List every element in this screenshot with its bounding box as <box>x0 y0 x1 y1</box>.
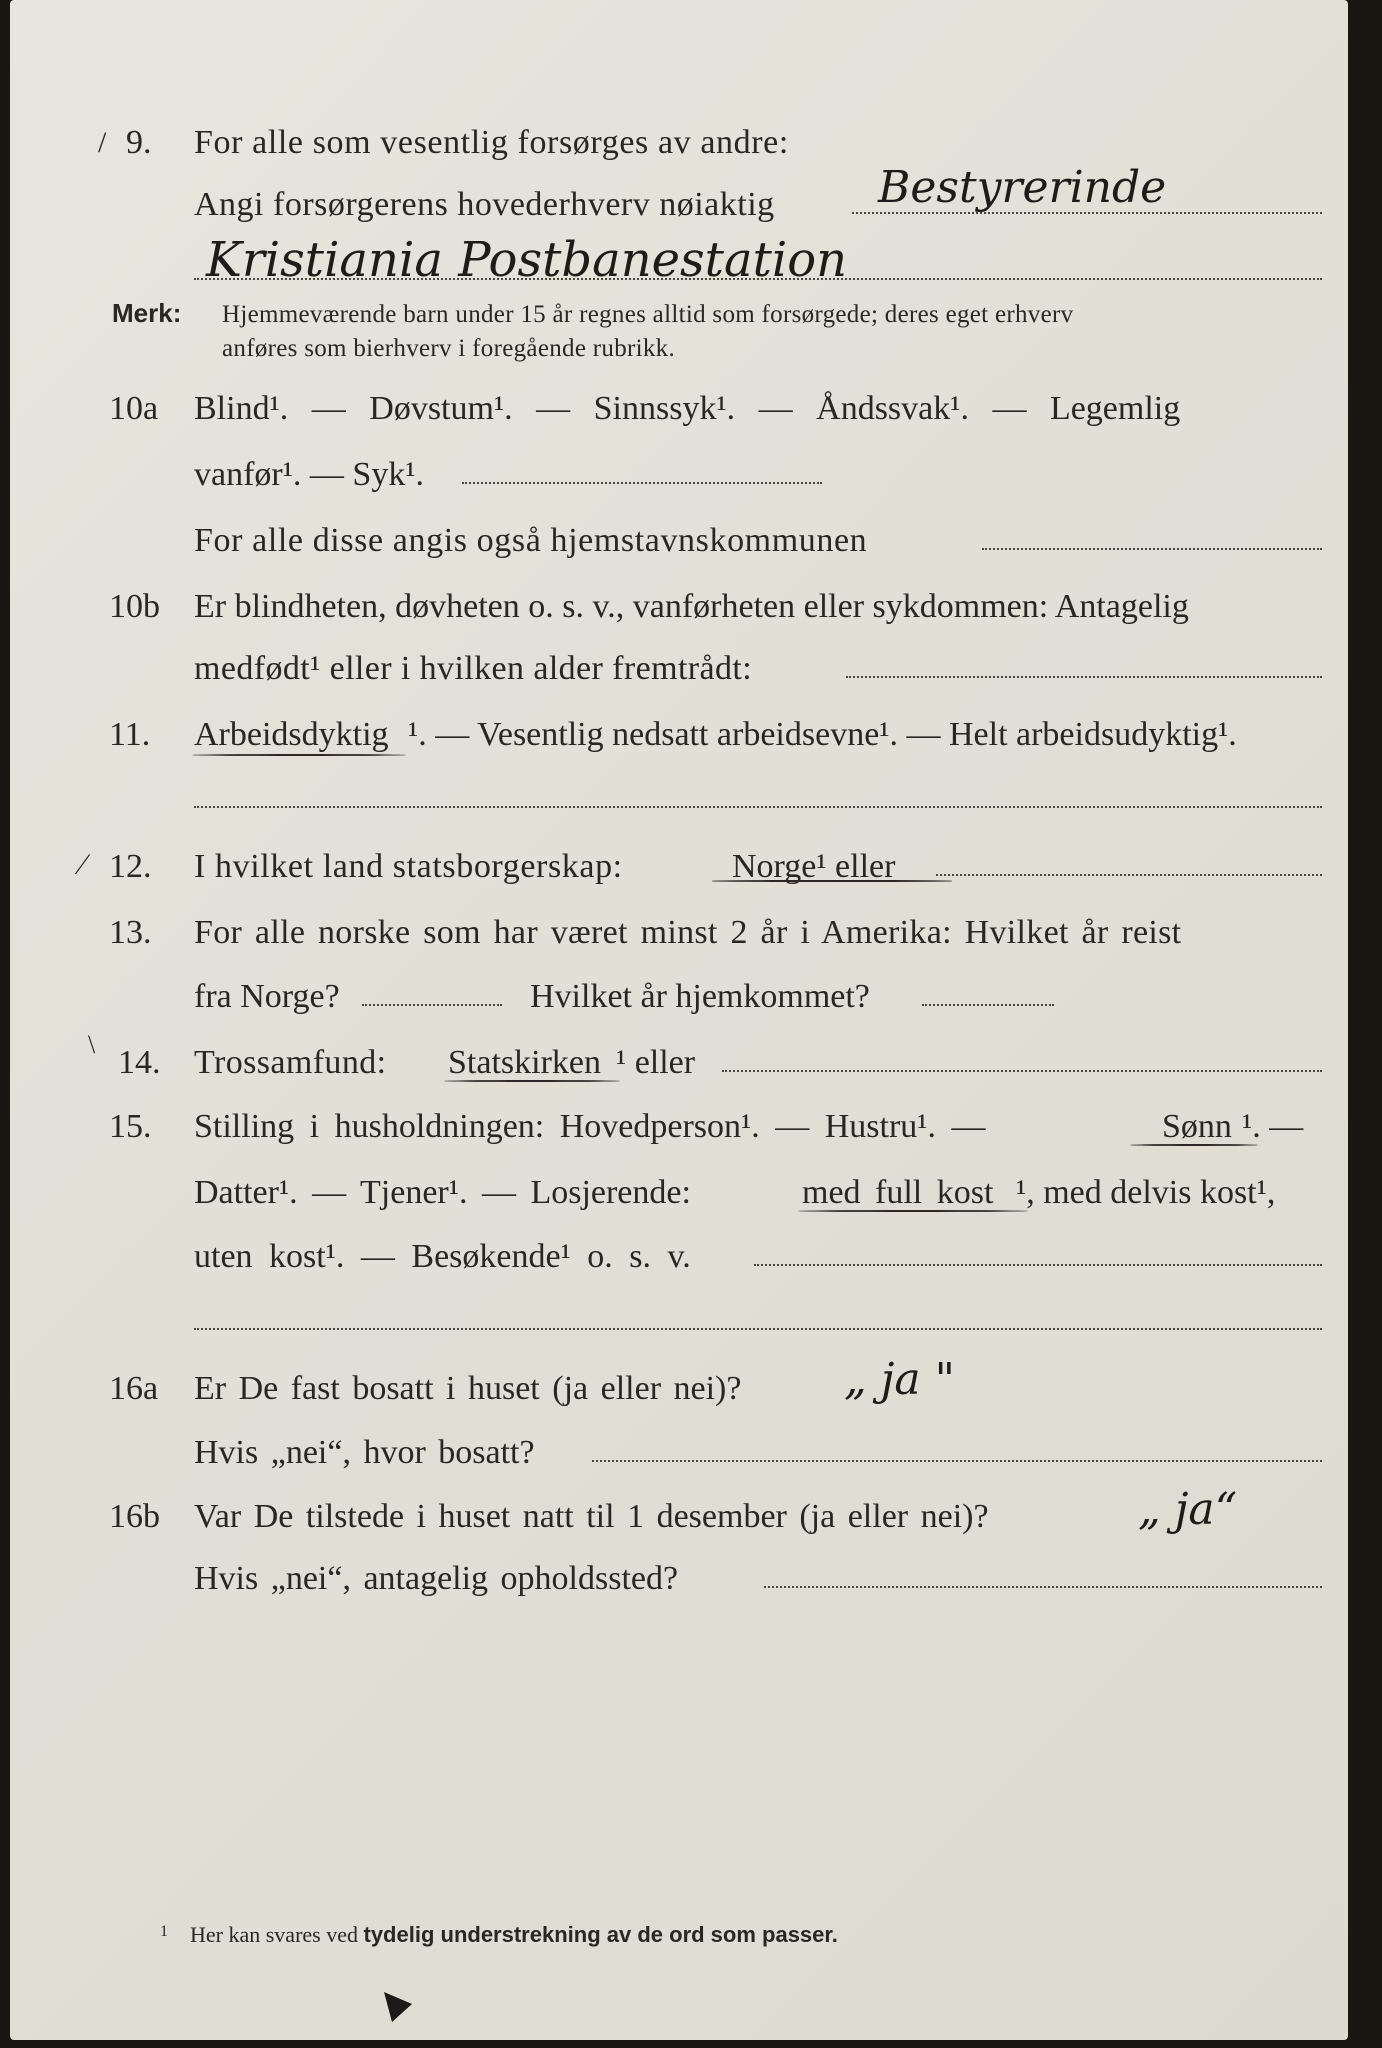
q9-tick-mark: / <box>98 126 107 159</box>
q14-tick-mark: \ <box>88 1030 96 1059</box>
q12-underline <box>712 880 952 882</box>
q15-full-kost-underline <box>798 1210 1028 1212</box>
q10b-number: 10b <box>109 588 160 625</box>
footnote-text <box>190 1924 838 1946</box>
q15-option-sonn: Sønn <box>1162 1108 1232 1145</box>
q15-line3: uten kost¹. — Besøkende¹ o. s. v. <box>194 1238 691 1275</box>
q13-line2b: Hvilket år hjemkommet? <box>530 978 870 1015</box>
q12-answer-line <box>936 874 1322 876</box>
q13-line1: For alle norske som har været minst 2 år i Amerika: Hvilket år reist <box>194 914 1182 951</box>
q11-number: 11. <box>109 716 151 753</box>
footnote-text-a: Her kan svares ved <box>190 1922 358 1947</box>
q13-number: 13. <box>109 914 152 951</box>
q15-line1c: ¹. — <box>1242 1108 1304 1145</box>
q16a-line2: Hvis „nei“, hvor bosatt? <box>194 1434 535 1471</box>
q15-number: 15. <box>109 1108 152 1145</box>
footnote-mark: 1 <box>160 1923 168 1940</box>
q15-line2a: Datter¹. — Tjener¹. — Losjerende: <box>194 1174 691 1211</box>
q15-option-full-kost: med full kost <box>802 1174 994 1211</box>
q15-line2c: ¹, med delvis kost¹, <box>1016 1174 1276 1211</box>
q11-underline <box>192 754 406 756</box>
q10a-number: 10a <box>109 390 159 427</box>
q15-sonn-underline <box>1130 1144 1258 1146</box>
q10a-line3: For alle disse angis også hjemstavnskommunen <box>194 522 868 559</box>
q12-text: I hvilket land statsborgerskap: <box>194 848 623 885</box>
q16a-answer-line <box>592 1460 1322 1462</box>
q14-rest: ¹ eller <box>616 1044 696 1081</box>
q14-text: Trossamfund: <box>194 1044 387 1081</box>
q16a-number: 16a <box>109 1370 159 1407</box>
q12-number: 12. <box>109 848 152 885</box>
merk-line2: anføres som bierhverv i foregående rubrikk. <box>222 335 676 362</box>
q14-option-statskirken: Statskirken <box>448 1044 601 1081</box>
q12-tick-mark: ⁄ <box>80 848 86 881</box>
q13-return-line <box>922 1004 1054 1006</box>
q14-number: 14. <box>118 1044 161 1081</box>
q12-option: Norge¹ eller <box>732 848 896 885</box>
q14-answer-line <box>722 1070 1322 1072</box>
q16a-line1: Er De fast bosatt i huset (ja eller nei)? <box>194 1370 742 1407</box>
q10a-line1: Blind¹. — Døvstum¹. — Sinnssyk¹. — Åndssvak¹. — Legemlig <box>194 390 1181 427</box>
q16b-line2: Hvis „nei“, antagelig opholdssted? <box>194 1560 679 1597</box>
q15-answer-line-2 <box>194 1328 1322 1330</box>
q10a-line2: vanfør¹. — Syk¹. <box>194 456 425 493</box>
q10b-line1: Er blindheten, døvheten o. s. v., vanførheten eller sykdommen: Antagelig <box>194 588 1189 625</box>
q16a-answer: „ ja " <box>844 1354 955 1405</box>
q9-line1: For alle som vesentlig forsørges av andre: <box>194 124 789 161</box>
q10a-answer-line <box>462 482 822 484</box>
q11-rest: ¹. — Vesentlig nedsatt arbeidsevne¹. — Helt arbeidsudyktig¹. <box>408 716 1237 753</box>
q10b-line2: medfødt¹ eller i hvilken alder fremtrådt: <box>194 650 753 687</box>
q9-handwritten-occupation: Bestyrerinde <box>878 162 1167 213</box>
q13-line2a: fra Norge? <box>194 978 340 1015</box>
footnote-text-b: tydelig understrekning av de ord som passer. <box>363 1922 838 1947</box>
q15-line1a: Stilling i husholdningen: Hovedperson¹. — Hustru¹. — <box>194 1108 986 1145</box>
q14-underline <box>444 1080 620 1082</box>
q16b-line1: Var De tilstede i huset natt til 1 desember (ja eller nei)? <box>194 1498 989 1535</box>
q9-number: 9. <box>126 124 152 161</box>
q11-option-arbeidsdyktig: Arbeidsdyktig <box>194 716 389 753</box>
q16b-number: 16b <box>109 1498 160 1535</box>
q10b-answer-line <box>846 676 1322 678</box>
census-form-page <box>10 0 1348 2040</box>
q13-departure-line <box>362 1004 502 1006</box>
q9-handwritten-employer: Kristiania Postbanestation <box>206 232 848 288</box>
q16b-answer-line <box>764 1586 1322 1588</box>
pen-scratch-mark <box>382 1986 434 2026</box>
q10a-hometown-line <box>982 548 1322 550</box>
q9-line2-label: Angi forsørgerens hovederhverv nøiaktig <box>194 186 775 223</box>
merk-label: Merk: <box>112 298 182 328</box>
q11-answer-line <box>194 806 1322 808</box>
merk-line1: Hjemmeværende barn under 15 år regnes alltid som forsørgede; deres eget erhverv <box>222 301 1074 328</box>
q16b-answer: „ ja“ <box>1138 1484 1238 1535</box>
q15-answer-line-1 <box>754 1264 1322 1266</box>
